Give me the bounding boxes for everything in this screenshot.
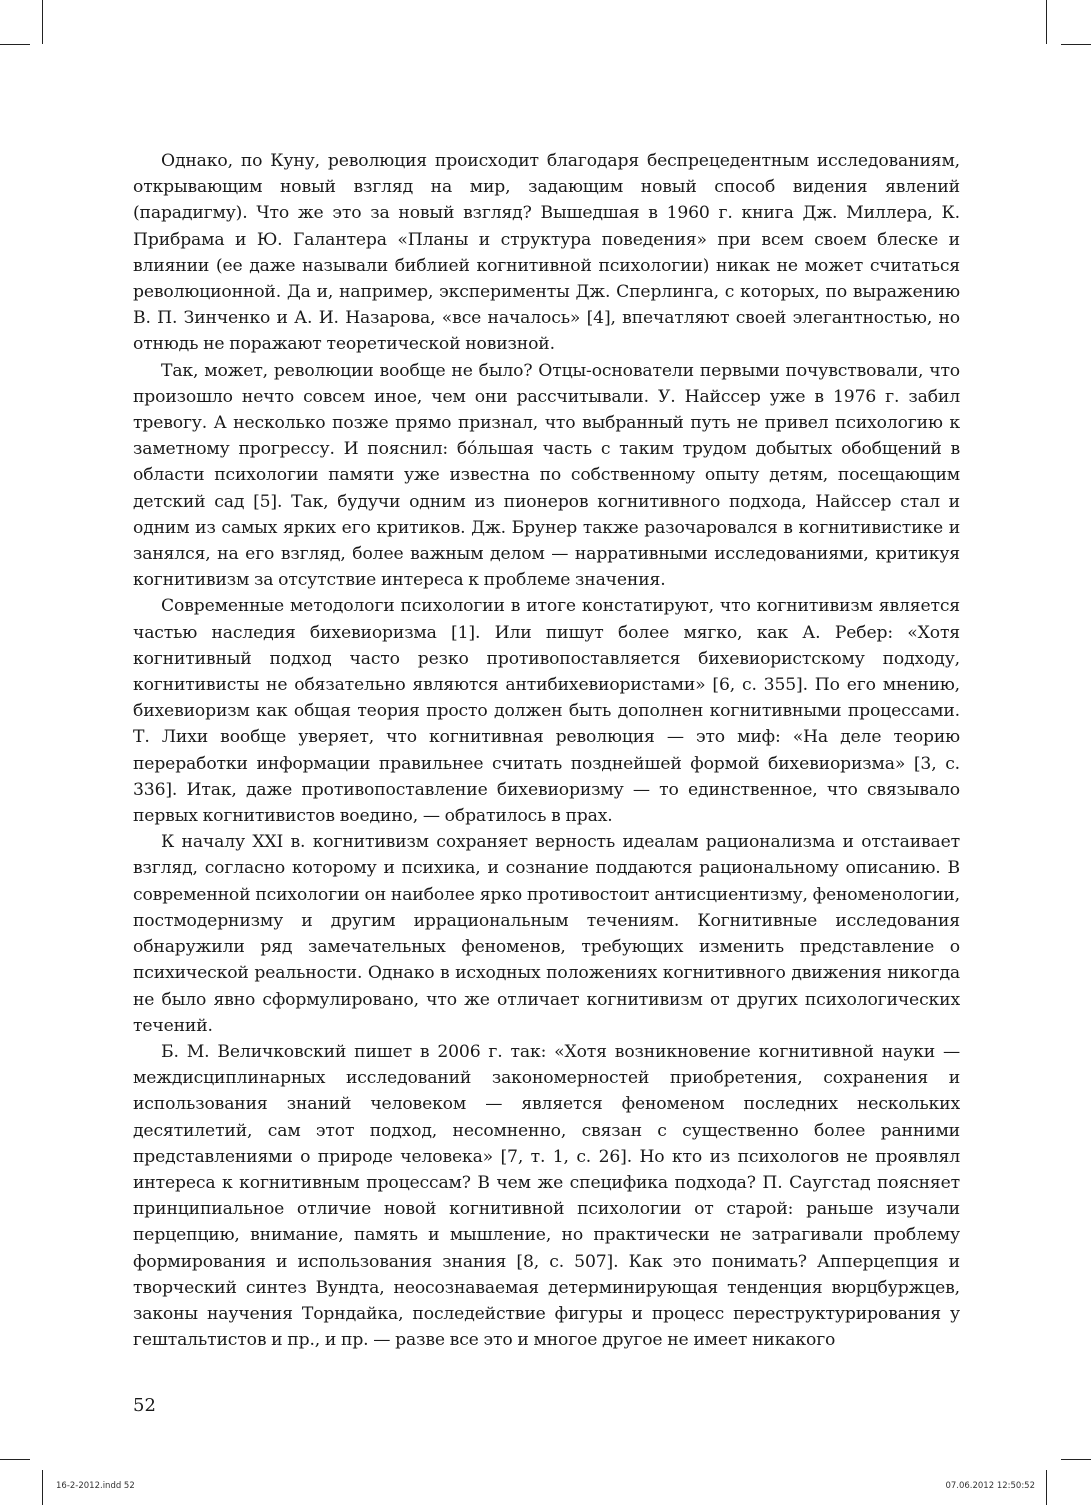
print-slug-file: 16-2-2012.indd 52: [56, 1481, 135, 1491]
paragraph: Однако, по Куну, революция происходит благодаря беспрецедентным исследованиям, открывающим новый взгляд на мир, задающим новый способ видения явлений (парадигму). Что же это за новый взгляд? Вышедшая в 1960 г. книга Дж. Миллера, К. Прибрама и Ю. Галантера «Планы и структура поведения» при всем своем блеске и влиянии (ее даже называли библией когнитивной психологии) никак не может считаться революционной. Да и, например, эксперименты Дж. Сперлинга, с которых, по выражению В. П. Зинченко и А. И. Назарова, «все началось» [4], впечатляют своей элегантностью, но отнюдь не поражают теоретической новизной.: [133, 151, 960, 355]
crop-mark-bottom-right-h: [1061, 1459, 1091, 1460]
paragraph: Так, может, революции вообще не было? Отцы-основатели первыми почувствовали, что произошло нечто совсем иное, чем они рассчитывали. У. Найссер уже в 1976 г. забил тревогу. А несколько позже прямо признал, что выбранный путь не привел психологию к заметному прогрессу. И пояснил: бóльшая часть с таким трудом добытых обобщений в области психологии памяти уже известна по собственному опыту детям, посещающим детский сад [5]. Так, будучи одним из пионеров когнитивного подхода, Найссер стал и одним из самых ярких его критиков. Дж. Брунер также разочаровался в когнитивистике и занялся, на его взгляд, более важным делом — нарративными исследованиями, критикуя когнитивизм за отсутствие интереса к проблеме значения.: [133, 360, 960, 591]
body-text: [133, 148, 960, 1353]
paragraph: Современные методологи психологии в итоге констатируют, что когнитивизм является частью наследия бихевиоризма [1]. Или пишут более мягко, как А. Ребер: «Хотя когнитивный подход часто резко противопоставляется бихевиористскому подходу, когнитивисты не обязательно являются антибихевиористами» [6, с. 355]. По его мнению, бихевиоризм как общая теория просто должен быть дополнен когнитивными процессами. Т. Лихи вообще уверяет, что когнитивная революция — это миф: «На деле теорию переработки информации правильнее считать позднейшей формой бихевиоризма» [3, с. 336]. Итак, даже противопоставление бихевиоризму — то единственное, что связывало первых когнитивистов воедино, — обратилось в прах.: [133, 596, 960, 827]
crop-mark-bottom-right: [1046, 1470, 1047, 1505]
crop-mark-top-right-h: [1061, 44, 1091, 45]
paragraph: К началу XXI в. когнитивизм сохраняет верность идеалам рационализма и отстаивает взгляд, согласно которому и психика, и сознание поддаются рациональному описанию. В современной психологии он наиболее ярко противостоит антисциентизму, феноменологии, постмодернизму и другим иррациональным течениям. Когнитивные исследования обнаружили ряд замечательных феноменов, требующих изменить представление о психической реальности. Однако в исходных положениях когнитивного движения никогда не было явно сформулировано, что же отличает когнитивизм от других психологических течений.: [133, 832, 960, 1036]
crop-mark-top-right: [1046, 0, 1047, 44]
print-slug-timestamp: 07.06.2012 12:50:52: [945, 1481, 1035, 1491]
page-number: 52: [133, 1395, 156, 1416]
crop-mark-bottom-left-h: [0, 1459, 30, 1460]
crop-mark-top-left: [42, 0, 43, 44]
paragraph: Б. М. Величковский пишет в 2006 г. так: «Хотя возникновение когнитивной науки — междисциплинарных исследований закономерностей приобретения, сохранения и использования знаний человеком — является феноменом последних нескольких десятилетий, сам этот подход, несомненно, связан с существенно более ранними представлениями о природе человека» [7, т. 1, с. 26]. Но кто из психологов не проявлял интереса к когнитивным процессам? В чем же специфика подхода? П. Саугстад поясняет принципиальное отличие новой когнитивной психологии от старой: раньше изучали перцепцию, внимание, память и мышление, но практически не затрагивали проблему формирования и использования знания [8, с. 507]. Как это понимать? Апперцепция и творческий синтез Вундта, неосознаваемая детерминирующая тенденция вюрцбуржцев, законы научения Торндайка, последействие фигуры и процесс переструктурирования у гештальтистов и пр., и пр. — разве все это и многое другое не имеет никакого: [133, 1041, 960, 1351]
crop-mark-bottom-left: [42, 1470, 43, 1505]
crop-mark-top-left-h: [0, 44, 30, 45]
